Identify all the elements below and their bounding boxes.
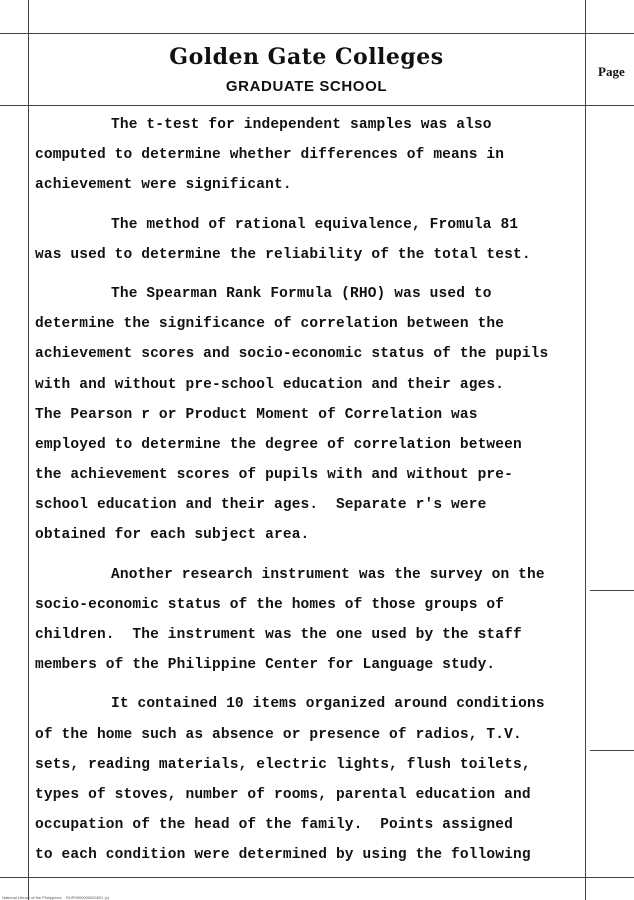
header-bottom-rule — [0, 105, 634, 106]
text-line: the achievement scores of pupils with and without pre- — [35, 467, 513, 484]
text-line: Another research instrument was the survey on the — [111, 566, 545, 583]
text-line: achievement scores and socio-economic status of the pupils — [35, 346, 549, 363]
text-line: members of the Philippine Center for Language study. — [35, 657, 496, 674]
text-line: The method of rational equivalence, Fromula 81 — [111, 216, 519, 233]
text-line: to each condition were determined by using the following — [35, 847, 531, 864]
paragraph-3 — [35, 279, 595, 551]
right-column-rule — [590, 750, 634, 751]
archive-footer: National Library of the Philippines RUP0000000000001 (c) — [2, 895, 110, 900]
text-line: occupation of the head of the family. Points assigned — [35, 817, 513, 834]
text-line: achievement were significant. — [35, 177, 292, 194]
text-line: sets, reading materials, electric lights, flush toilets, — [35, 756, 531, 773]
paragraph-4 — [35, 560, 595, 681]
text-line: The Pearson r or Product Moment of Correlation was — [35, 406, 478, 423]
text-line: was used to determine the reliability of the total test. — [35, 246, 531, 263]
text-line: determine the significance of correlation between the — [35, 316, 505, 333]
footer-rule — [0, 877, 634, 878]
school-name: GRADUATE SCHOOL — [225, 78, 388, 95]
text-line: children. The instrument was the one used by the staff — [35, 627, 522, 643]
text-line: The Spearman Rank Formula (RHO) was used to — [111, 285, 492, 302]
paragraph-5 — [35, 689, 595, 870]
text-line: socio-economic status of the homes of those groups of — [35, 596, 505, 613]
paragraph-2 — [35, 210, 595, 270]
header-top-rule — [0, 33, 634, 34]
text-line: The t-test for independent samples was also — [111, 117, 492, 133]
text-line: of the home such as absence or presence of radios, T.V. — [35, 726, 522, 743]
left-margin-rule — [28, 0, 29, 900]
document-body — [35, 110, 595, 871]
right-column-rule — [590, 590, 634, 591]
text-line: obtained for each subject area. — [35, 527, 310, 544]
paragraph-1 — [35, 110, 595, 201]
text-line: It contained 10 items organized around conditions — [111, 696, 545, 713]
page-label: Page — [598, 64, 625, 79]
text-line: employed to determine the degree of correlation between — [35, 436, 522, 453]
text-line: computed to determine whether differences of means in — [35, 147, 505, 164]
institution-name: Golden Gate Colleges — [169, 44, 444, 70]
text-line: types of stoves, number of rooms, parental education and — [35, 786, 531, 803]
text-line: with and without pre-school education and their ages. — [35, 376, 505, 393]
text-line: school education and their ages. Separate r's were — [35, 497, 487, 514]
